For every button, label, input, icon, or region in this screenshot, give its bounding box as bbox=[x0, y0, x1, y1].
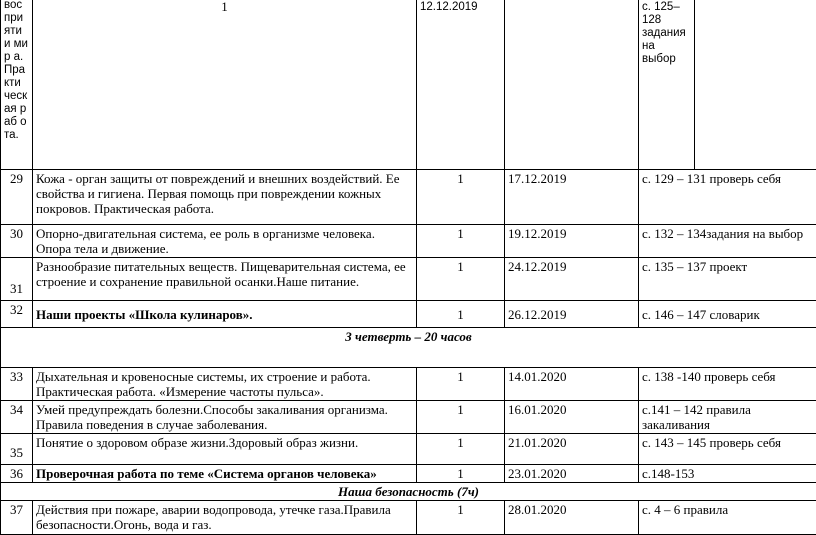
pages-cell: с. 125– 128 задания на выбор bbox=[639, 0, 695, 170]
hours-cell: 1 bbox=[417, 301, 505, 328]
pages-cell: с.141 – 142 правила закаливания bbox=[639, 401, 816, 434]
table-row bbox=[1, 225, 816, 258]
lesson-number: 37 bbox=[1, 501, 33, 535]
table-row bbox=[1, 0, 816, 170]
date-cell: 28.01.2020 bbox=[505, 501, 639, 535]
lesson-topic: Понятие о здоровом образе жизни.Здоровый образ жизни. bbox=[33, 434, 417, 465]
table-row bbox=[1, 301, 816, 328]
section-title-safety: Наша безопасность (7ч) bbox=[1, 483, 816, 501]
hours-cell: 1 bbox=[417, 225, 505, 258]
date-cell: 17.12.2019 bbox=[505, 170, 639, 225]
lesson-topic: Действия при пожаре, аварии водопровода, утечке газа.Правила безопасности.Огонь, вода и газ. bbox=[33, 501, 417, 535]
pages-cell: с. 135 – 137 проект bbox=[639, 258, 816, 301]
pages-cell: с. 146 – 147 словарик bbox=[639, 301, 816, 328]
pages-cell: с. 132 – 134задания на выбор bbox=[639, 225, 816, 258]
table-row bbox=[1, 501, 816, 535]
pages-cell: с. 4 – 6 правила bbox=[639, 501, 816, 535]
lesson-topic: Проверочная работа по теме «Система органов человека» bbox=[33, 465, 417, 483]
hours-cell: 1 bbox=[417, 368, 505, 401]
empty-cell bbox=[505, 0, 639, 170]
lesson-number: 36 bbox=[1, 465, 33, 483]
lesson-number: 34 bbox=[1, 401, 33, 434]
lesson-topic: Дыхательная и кровеносные системы, их строение и работа. Практическая работа. «Измерение частоты пульса». bbox=[33, 368, 417, 401]
table-row bbox=[1, 258, 816, 301]
hours-cell: 1 bbox=[417, 401, 505, 434]
hours-cell: 1 bbox=[417, 465, 505, 483]
lesson-number: 29 bbox=[1, 170, 33, 225]
hours-cell: 1 bbox=[33, 0, 417, 170]
date-cell: 14.01.2020 bbox=[505, 368, 639, 401]
lesson-number: 31 bbox=[1, 258, 33, 301]
pages-cell: с. 129 – 131 проверь себя bbox=[639, 170, 816, 225]
hours-cell: 1 bbox=[417, 501, 505, 535]
lesson-topic: Опорно-двигательная система, ее роль в организме человека. Опора тела и движение. bbox=[33, 225, 417, 258]
lesson-number: 30 bbox=[1, 225, 33, 258]
date-cell: 26.12.2019 bbox=[505, 301, 639, 328]
section-header-row bbox=[1, 328, 816, 368]
hours-cell: 1 bbox=[417, 258, 505, 301]
section-header-row bbox=[1, 483, 816, 501]
lesson-topic: Умей предупреждать болезни.Способы закаливания организма. Правила поведения в случае заболевания. bbox=[33, 401, 417, 434]
lesson-number: 32 bbox=[1, 301, 33, 328]
date-cell: 19.12.2019 bbox=[505, 225, 639, 258]
table-row bbox=[1, 170, 816, 225]
empty-cell bbox=[695, 0, 816, 170]
hours-cell: 1 bbox=[417, 170, 505, 225]
lesson-topic: Наши проекты «Школа кулинаров». bbox=[33, 301, 417, 328]
table-row bbox=[1, 465, 816, 483]
hours-cell: 1 bbox=[417, 434, 505, 465]
lesson-topic: Кожа - орган защиты от повреждений и внешних воздействий. Ее свойства и гигиена. Первая помощь при повреждении кожных покровов. Практическая работа. bbox=[33, 170, 417, 225]
date-cell: 24.12.2019 bbox=[505, 258, 639, 301]
lesson-fragment: вос при яти и мир а. Пра кти ческ ая раб ота. bbox=[1, 0, 33, 170]
pages-cell: с. 138 -140 проверь себя bbox=[639, 368, 816, 401]
section-title-quarter: 3 четверть – 20 часов bbox=[1, 328, 816, 368]
pages-cell: с. 143 – 145 проверь себя bbox=[639, 434, 816, 465]
lesson-topic: Разнообразие питательных веществ. Пищеварительная система, ее строение и сохранение правильной осанки.Наше питание. bbox=[33, 258, 417, 301]
lesson-number: 33 bbox=[1, 368, 33, 401]
table-row bbox=[1, 434, 816, 465]
date-cell: 12.12.2019 bbox=[417, 0, 505, 170]
table-row bbox=[1, 401, 816, 434]
table-row bbox=[1, 368, 816, 401]
date-cell: 16.01.2020 bbox=[505, 401, 639, 434]
pages-cell: с.148-153 bbox=[639, 465, 816, 483]
lesson-number: 35 bbox=[1, 434, 33, 465]
date-cell: 23.01.2020 bbox=[505, 465, 639, 483]
date-cell: 21.01.2020 bbox=[505, 434, 639, 465]
